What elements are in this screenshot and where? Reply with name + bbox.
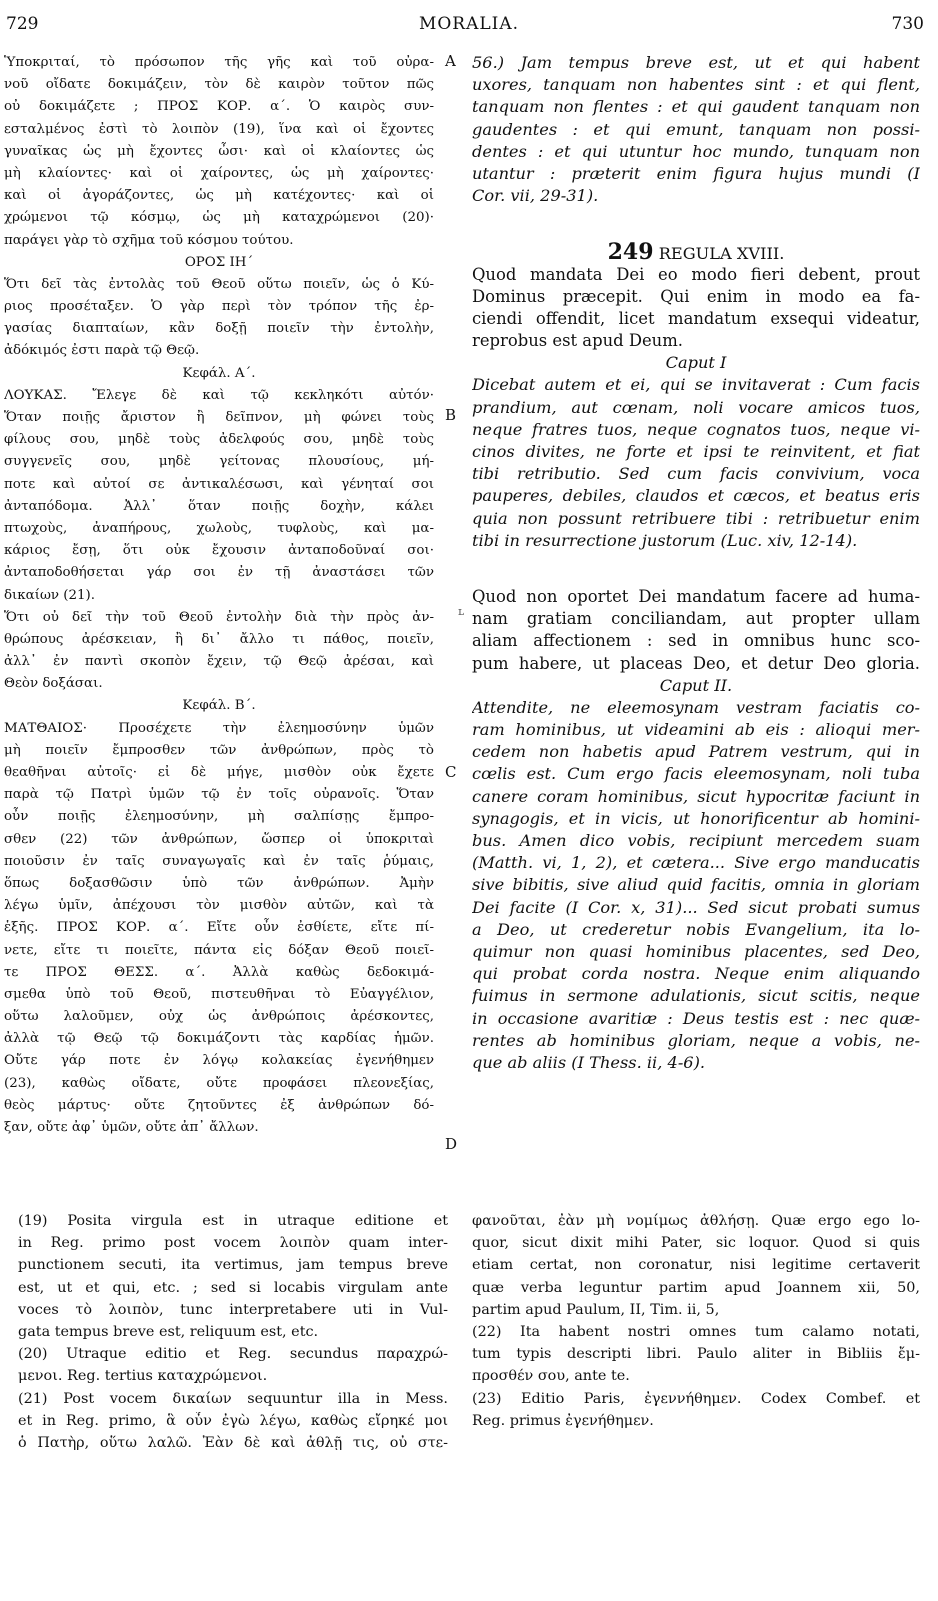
text-line: cœlis est. Cum ergo facis eleemosynam, noli tuba [472, 764, 920, 784]
footnotes-left [18, 1212, 448, 1456]
text-line: παρὰ τῷ Πατρὶ ὑμῶν τῷ ἐν τοῖς οὐρανοῖς. Ὅταν [4, 787, 434, 803]
text-line: ἑξῆς. ΠΡΟΣ ΚΟΡ. α΄. Εἴτε οὖν ἐσθίετε, εἴτε πί- [4, 920, 434, 936]
footnote-line: ὁ Πατὴρ, οὕτω λαλῶ. Ἐὰν δὲ καὶ ἀθλῇ τις, οὐ στε- [18, 1434, 448, 1451]
section-heading: ΟΡΟΣ ΙΗ΄ [184, 254, 254, 270]
footnote-line: προσθέν σου, ante te. [472, 1368, 630, 1385]
text-line: μὴ κλαίοντες· καὶ οἱ χαίροντες, ὡς μὴ χαίροντες· [4, 165, 434, 181]
footnote-line: est, ut et qui, etc. ; sed si locabis virgulam ante [18, 1279, 448, 1296]
text-line: νοῦ οἴδατε δοκιμάζειν, τὸν δὲ καιρὸν τοῦτον πῶς [4, 77, 434, 93]
text-line: Cor. vii, 29-31). [472, 186, 599, 206]
text-line: Dicebat autem et ei, qui se invitaverat : Cum facis [472, 375, 920, 395]
spacer [472, 552, 920, 586]
text-line: utantur : prӕterit enim figura hujus mundi (I [472, 163, 920, 183]
text-line: reprobus est apud Deum. [472, 331, 683, 351]
stray-mark: ʟ [458, 605, 464, 618]
text-line: σμεθα ὑπὸ τοῦ Θεοῦ, πιστευθῆναι τὸ Εὐαγγέλιον, [4, 986, 434, 1002]
text-line: uxores, tanquam non habentes sint : et qui flent, [472, 75, 920, 95]
text-line: pum habere, ut placeas Deo, et detur Deo gloria. [472, 653, 920, 673]
text-line: neque fratres tuos, neque cognatos tuos, neque vi- [472, 419, 920, 439]
text-line: ἀνταποδοθήσεται γάρ σοι ἐν τῇ ἀναστάσει τῶν [4, 565, 434, 581]
text-line: synagogis, et in vicis, ut honorificentur ab homini- [472, 808, 920, 828]
text-line: cedem non habetis apud Patrem vestrum, qui in [472, 742, 920, 762]
footnote-line: μενοι. Reg. tertius καταχρώμενοι. [18, 1368, 268, 1385]
footnote-line: φανοῦται, ἐὰν μὴ νομίμως ἀθλήσῃ. Quæ ergo ego lo- [472, 1213, 920, 1229]
text-line: Quod non oportet Dei mandatum facere ad huma- [472, 586, 920, 606]
text-line: ἀνταπόδομα. Ἀλλ᾽ ὅταν ποιῇς δοχὴν, κάλει [4, 498, 434, 514]
text-line: sive bibitis, sive aliud quid facitis, omnia in gloriam [472, 875, 920, 895]
margin-marker-c: C [445, 763, 457, 781]
text-line: Dominus prӕcepit. Qui enim in modo ea fa- [472, 286, 920, 306]
margin-marker-b: B [445, 406, 457, 424]
text-line: θρώπους ἀρέσκειαν, ἢ δι᾽ ἄλλο τι πάθος, ποιεῖν, [4, 631, 434, 647]
text-line: οὖν ποιῇς ἐλεημοσύνην, μὴ σαλπίσῃς ἔμπρο- [4, 809, 434, 825]
text-line: ἀδόκιμός ἐστι παρὰ τῷ Θεῷ. [4, 343, 200, 359]
text-line: Θεὸν δοξάσαι. [4, 676, 103, 692]
text-line: σθεν (22) τῶν ἀνθρώπων, ὥσπερ οἱ ὑποκριταὶ [4, 831, 434, 847]
footnote-line: quor, sicut dixit mihi Pater, sic loquor. Quod si quis [472, 1235, 920, 1252]
text-line: τε ΠΡΟΣ ΘΕΣΣ. α΄. Ἀλλὰ καθὼς δεδοκιμά- [4, 964, 434, 980]
text-line: (23), καθὼς οἴδατε, οὔτε προφάσει πλεονεξίας, [4, 1075, 434, 1091]
text-line: οὕτω λαλοῦμεν, οὐχ ὡς ἀνθρώποις ἀρέσκοντες, [4, 1009, 434, 1025]
running-header [0, 14, 938, 44]
text-line: νετε, εἴτε τι ποιεῖτε, πάντα εἰς δόξαν Θεοῦ ποιεῖ- [4, 942, 434, 958]
text-line: Ὑποκριταί, τὸ πρόσωπον τῆς γῆς καὶ τοῦ οὐρα- [4, 55, 434, 70]
text-line: cinos divites, ne forte et ipsi te reinvitent, et fiat [472, 442, 920, 461]
text-line: ὅπως δοξασθῶσιν ὑπὸ τῶν ἀνθρώπων. Ἀμὴν [4, 875, 434, 891]
text-line: Dei facite (I Cor. x, 31)... Sed sicut probati sumus [472, 897, 920, 917]
text-line: ΛΟΥΚΑΣ. Ἔλεγε δὲ καὶ τῷ κεκληκότι αὐτόν· [4, 387, 434, 403]
text-line: 56.) Jam tempus breve est, ut et qui habent [472, 53, 920, 72]
text-line: ΜΑΤΘΑΙΟΣ· Προσέχετε τὴν ἐλεημοσύνην ὑμῶν [4, 720, 434, 736]
text-line: ποιοῦσιν ἐν ταῖς συναγωγαῖς καὶ ἐν ταῖς ῥύμαις, [4, 853, 434, 869]
footnote-line: partim apud Paulum, II, Tim. ii, 5, [472, 1301, 720, 1318]
text-line: nam gratiam conciliandam, aut propter ullam [472, 609, 920, 629]
footnote-line: Reg. primus ἐγενήθημεν. [472, 1412, 654, 1429]
footnote-line: (23) Editio Paris, ἐγεννήθημεν. Codex Combef. et [472, 1390, 920, 1407]
footnote-line: voces τὸ λοιπὸν, tunc interpretabere uti in Vul- [18, 1301, 448, 1318]
footnote-line: et in Reg. primo, ἃ οὖν ἐγὼ λέγω, καθὼς εἴρηκέ μοι [18, 1412, 448, 1429]
text-line: θεὸς μάρτυς· οὔτε ζητοῦντες ἐξ ἀνθρώπων δό- [4, 1097, 434, 1113]
text-line: dentes : et qui utuntur hoc mundo, tunquam non [472, 141, 920, 161]
text-line: δικαίων (21). [4, 587, 96, 603]
footnote-line: tum typis descripti libri. Paulo aliter in Bibliis ἔμ- [472, 1346, 920, 1363]
text-line: in occasione avaritiæ : Deus testis est : nec quæ- [472, 1008, 920, 1028]
chapter-heading: Caput II. [659, 675, 733, 695]
footnotes-right [472, 1212, 920, 1434]
chapter-heading: Κεφάλ. Α΄. [182, 365, 256, 381]
text-line: κάριος ἔσῃ, ὅτι οὐκ ἔχουσιν ἀνταποδοῦναί σοι· [4, 543, 434, 559]
text-line: συγγενεῖς σου, μηδὲ γείτονας πλουσίους, μή- [4, 454, 434, 470]
text-line: οὐ δοκιμάζετε ; ΠΡΟΣ ΚΟΡ. α΄. Ὁ καιρὸς συν- [4, 99, 434, 115]
text-line: φίλους σου, μηδὲ τοὺς ἀδελφούς σου, μηδὲ τοὺς [4, 432, 434, 448]
text-line: Οὔτε γάρ ποτε ἐν λόγῳ κολακείας ἐγενήθημεν [4, 1053, 434, 1069]
text-line: ἀλλὰ τῷ Θεῷ τῷ δοκιμάζοντι τὰς καρδίας ἡμῶν. [4, 1031, 434, 1047]
text-line: γασίας διαπταίων, κἂν δοξῇ ποιεῖν τὴν ἐντολὴν, [4, 321, 434, 337]
page-number-right: 730 [891, 14, 924, 34]
rule-number: 249 [607, 241, 654, 264]
text-line: gaudentes : et qui emunt, tanquam non possi- [472, 119, 920, 139]
greek-column [4, 52, 434, 1139]
text-line: Quod mandata Dei eo modo fieri debent, prout [472, 264, 920, 284]
text-line: ποτε καὶ αὐτοί σε ἀντικαλέσωσι, καὶ γένηταί σοι [4, 476, 434, 492]
text-line: ram hominibus, ut videamini ab eis : alioqui mer- [472, 720, 920, 740]
rule-title: REGULA XVIII. [658, 244, 785, 264]
text-line: παράγει γὰρ τὸ σχῆμα τοῦ κόσμου τούτου. [4, 232, 294, 248]
text-line: πτωχοὺς, ἀναπήρους, χωλοὺς, τυφλοὺς, καὶ μα- [4, 520, 434, 536]
text-line: γυναῖκας ὡς μὴ ἔχοντες ὦσι· καὶ οἱ κλαίοντες ὡς [4, 143, 434, 159]
text-line: Ὅτι οὐ δεῖ τὴν τοῦ Θεοῦ ἐντολὴν διὰ τὴν πρὸς ἀν- [4, 609, 434, 625]
text-line: aliam affectionem : sed in omnibus hunc sco- [472, 631, 920, 651]
text-line: θεαθῆναι αὐτοῖς· εἰ δὲ μήγε, μισθὸν οὐκ ἔχετε [4, 765, 434, 780]
text-line: qui probat corda nostra. Neque enim aliquando [472, 964, 920, 984]
text-line: que ab aliis (I Thess. ii, 4-6). [472, 1052, 706, 1072]
text-line: Ὅταν ποιῇς ἄριστον ἢ δεῖπνον, μὴ φώνει τοὺς [4, 410, 434, 425]
text-line: tibi in resurrectione justorum (Luc. xiv, 12-14). [472, 530, 858, 550]
margin-marker-a: A [445, 52, 456, 70]
text-line: tanquam non flentes : et qui gaudent tanquam non [472, 97, 920, 117]
text-line: canere coram hominibus, sicut hypocritæ faciunt in [472, 786, 920, 806]
text-line: καὶ οἱ ἀγοράζοντες, ὡς μὴ κατέχοντες· καὶ οἱ [4, 188, 434, 204]
page-number-left: 729 [6, 14, 39, 34]
footnote-line: (19) Posita virgula est in utraque editione et [18, 1213, 448, 1229]
text-line: μὴ ποιεῖν ἔμπροσθεν τῶν ἀνθρώπων, πρὸς τὸ [4, 742, 434, 758]
text-line: fuimus in sermone adulationis, sicut scitis, neque [472, 986, 920, 1006]
text-line: a Deo, ut crederetur nobis Evangelium, ita lo- [472, 919, 920, 939]
text-line: εσταλμένος ἐστὶ τὸ λοιπὸν (19), ἵνα καὶ οἱ ἔχοντες [4, 121, 434, 137]
footnote-line: (21) Post vocem δικαίων sequuntur illa in Mess. [18, 1390, 448, 1407]
running-title: MORALIA. [418, 14, 520, 34]
latin-column [472, 52, 920, 1074]
text-line: (Matth. vi, 1, 2), et cætera... Sive ergo manducatis [472, 853, 920, 873]
text-line: Attendite, ne eleemosynam vestram faciatis co- [472, 697, 920, 717]
chapter-heading: Κεφάλ. Β΄. [182, 698, 256, 714]
footnote-line: in Reg. primo post vocem λοιπὸν quam inter- [18, 1235, 448, 1252]
chapter-heading: Caput I [665, 353, 727, 373]
text-line: χρώμενοι τῷ κόσμῳ, ὡς μὴ καταχρώμενοι (20)· [4, 210, 434, 226]
footnote-line: etiam certat, non coronatur, nisi legitime certaverit [472, 1257, 920, 1274]
text-line: pauperes, debiles, claudos et cæcos, et beatus eris [472, 486, 920, 506]
spacer [472, 207, 920, 241]
text-line: bus. Amen dico vobis, recipiunt mercedem suam [472, 831, 920, 850]
text-line: tibi retributio. Sed cum facis convivium, voca [472, 464, 920, 484]
text-line: ciendi offendit, licet mandatum exsequi videatur, [472, 308, 920, 328]
margin-marker-d: D [445, 1135, 458, 1153]
text-line: λέγω ὑμῖν, ἀπέχουσι τὸν μισθὸν αὐτῶν, καὶ τὰ [4, 898, 434, 914]
rule-heading [472, 241, 920, 263]
text-line: quia non possunt retribuere tibi : retribuetur enim [472, 508, 920, 528]
text-line: prandium, aut cœnam, noli vocare amicos tuos, [472, 397, 920, 417]
footnote-line: (20) Utraque editio et Reg. secundus παραχρώ- [18, 1346, 448, 1363]
footnote-line: punctionem secuti, ita vertimus, jam tempus breve [18, 1257, 448, 1274]
footnote-line: quæ verba leguntur partim apud Joannem xii, 50, [472, 1279, 920, 1296]
text-line: rentes ab hominibus gloriam, neque a vobis, ne- [472, 1030, 920, 1050]
text-line: ἀλλ᾽ ἐν παντὶ σκοπὸν ἔχειν, τῷ Θεῷ ἀρέσαι, καὶ [4, 654, 434, 670]
footnote-line: gata tempus breve est, reliquum est, etc. [18, 1323, 319, 1340]
text-line: ξαν, οὔτε ἀφ᾽ ὑμῶν, οὔτε ἀπ᾽ ἄλλων. [4, 1120, 259, 1135]
footnote-line: (22) Ita habent nostri omnes tum calamo notati, [472, 1323, 920, 1340]
text-line: ριος προσέταξεν. Ὁ γὰρ περὶ τὸν τρόπον τῆς ἐρ- [4, 299, 434, 315]
text-line: quimur non quasi hominibus placentes, sed Deo, [472, 941, 920, 961]
text-line: Ὅτι δεῖ τὰς ἐντολὰς τοῦ Θεοῦ οὕτω ποιεῖν, ὡς ὁ Κύ- [4, 276, 434, 292]
